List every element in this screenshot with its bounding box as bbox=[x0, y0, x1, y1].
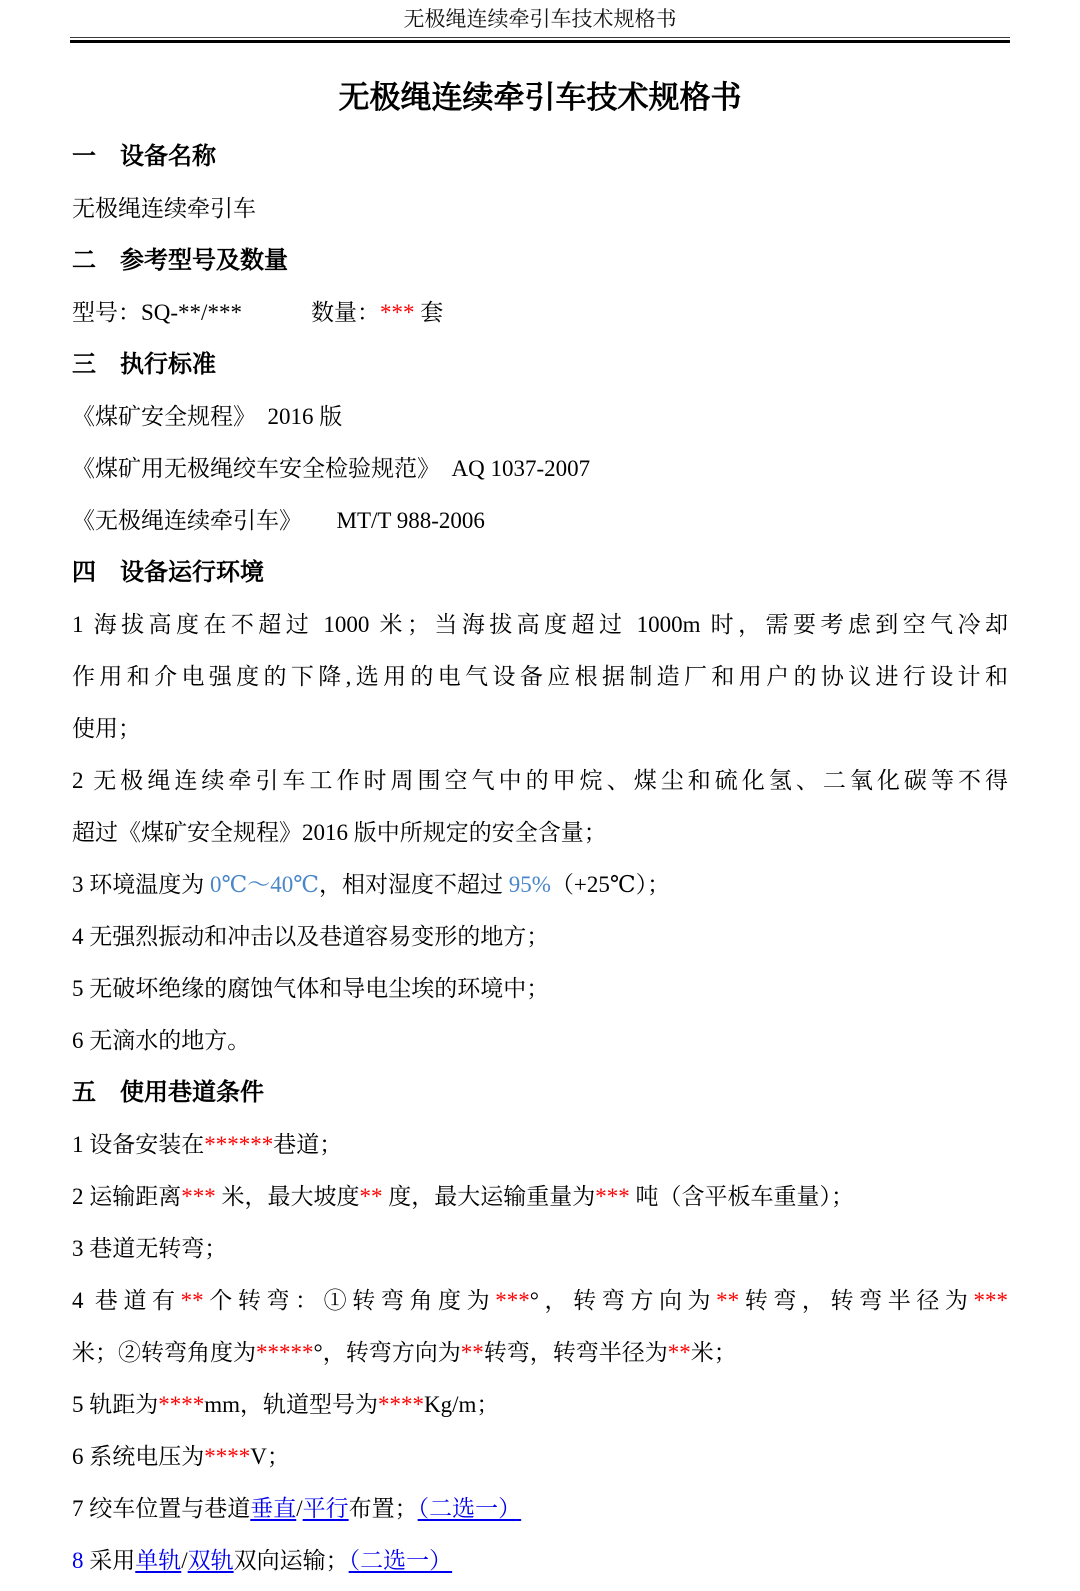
document-sections bbox=[72, 131, 1008, 1587]
text-run: 1 设备安装在 bbox=[72, 1132, 205, 1157]
paragraph-line bbox=[72, 1431, 1008, 1483]
page-header bbox=[0, 0, 1080, 43]
paragraph-line bbox=[72, 1327, 1008, 1379]
paragraph-line bbox=[72, 1119, 1008, 1171]
text-run: 个转弯：①转弯角度为 bbox=[203, 1288, 496, 1313]
paragraph-line bbox=[72, 1379, 1008, 1431]
text-run: 2 无极绳连续牵引车工作时周围空气中的甲烷、煤尘和硫化氢、二氧化碳等不得 bbox=[72, 768, 1008, 793]
text-run: 度，最大运输重量为 bbox=[382, 1184, 596, 1209]
paragraph-line bbox=[72, 1015, 1008, 1067]
text-run: 8 bbox=[72, 1548, 84, 1573]
paragraph-line bbox=[72, 1535, 1008, 1587]
text-run: 《煤矿安全规程》 2016 版 bbox=[72, 404, 343, 429]
text-run: 3 环境温度为 bbox=[72, 872, 210, 897]
text-run: （+25℃）； bbox=[550, 872, 671, 897]
paragraph-line bbox=[72, 1171, 1008, 1223]
text-run: 3 巷道无转弯； bbox=[72, 1236, 228, 1261]
text-run: 5 无破坏绝缘的腐蚀气体和导电尘埃的环境中； bbox=[72, 976, 550, 1001]
paragraph-line bbox=[72, 703, 1008, 755]
text-run: ** bbox=[667, 1340, 691, 1365]
text-run: 《煤矿用无极绳绞车安全检验规范》 AQ 1037-2007 bbox=[72, 456, 591, 481]
text-run: ** bbox=[359, 1184, 383, 1209]
text-run: （二选一） bbox=[348, 1548, 453, 1573]
paragraph-line bbox=[72, 1223, 1008, 1275]
text-run: 米； bbox=[690, 1340, 737, 1365]
text-run: 巷道； bbox=[273, 1132, 343, 1157]
text-run: 6 无滴水的地方。 bbox=[72, 1028, 251, 1053]
paragraph-line bbox=[72, 183, 1008, 235]
text-run: **** bbox=[158, 1392, 205, 1417]
text-run: 米；②转弯角度为 bbox=[72, 1340, 256, 1365]
section-heading: 五 使用巷道条件 bbox=[72, 1079, 264, 1106]
text-run: **** bbox=[378, 1392, 425, 1417]
text-run: *** bbox=[595, 1184, 630, 1209]
text-run: °，转弯方向为 bbox=[313, 1340, 461, 1365]
text-run: 0℃～40℃ bbox=[210, 872, 319, 897]
text-run: 《无极绳连续牵引车》 MT/T 988-2006 bbox=[72, 508, 485, 533]
paragraph-line bbox=[72, 1275, 1008, 1327]
paragraph-line bbox=[72, 963, 1008, 1015]
paragraph-line bbox=[72, 495, 1008, 547]
section bbox=[72, 339, 1008, 547]
text-run: 转弯，转弯半径为 bbox=[483, 1340, 668, 1365]
text-run: 米，最大坡度 bbox=[215, 1184, 360, 1209]
text-run: *** bbox=[181, 1184, 216, 1209]
text-run: ****** bbox=[204, 1132, 274, 1157]
section-heading: 一 设备名称 bbox=[72, 143, 216, 170]
header-rule bbox=[70, 37, 1010, 43]
text-run: 双向运输； bbox=[233, 1548, 349, 1573]
text-run: ** bbox=[180, 1288, 204, 1313]
text-run: 2 运输距离 bbox=[72, 1184, 182, 1209]
text-run: 转弯，转弯半径为 bbox=[739, 1288, 974, 1313]
text-run: ** bbox=[460, 1340, 484, 1365]
header-title: 无极绳连续牵引车技术规格书 bbox=[403, 7, 677, 31]
paragraph-line bbox=[72, 755, 1008, 807]
document-body bbox=[72, 73, 1008, 1587]
text-run: mm，轨道型号为 bbox=[204, 1392, 379, 1417]
document-title: 无极绳连续牵引车技术规格书 bbox=[338, 80, 742, 115]
text-run: 吨（含平板车重量）； bbox=[629, 1184, 854, 1209]
paragraph-line bbox=[72, 599, 1008, 651]
text-run: ，相对湿度不超过 bbox=[318, 872, 509, 897]
text-run: *** bbox=[973, 1288, 1009, 1313]
text-run: ** bbox=[716, 1288, 740, 1313]
text-run: / bbox=[181, 1548, 188, 1573]
text-run: V； bbox=[250, 1444, 290, 1469]
text-run: 6 系统电压为 bbox=[72, 1444, 205, 1469]
paragraph-line bbox=[72, 807, 1008, 859]
text-run: 型号：SQ-**/*** 数量： bbox=[72, 300, 380, 325]
paragraph-line bbox=[72, 287, 1008, 339]
section-heading: 四 设备运行环境 bbox=[72, 559, 264, 586]
section-heading: 二 参考型号及数量 bbox=[72, 247, 288, 274]
section bbox=[72, 1067, 1008, 1587]
section bbox=[72, 547, 1008, 1067]
text-run: ***** bbox=[256, 1340, 314, 1365]
text-run: 布置； bbox=[348, 1496, 418, 1521]
text-run: 7 绞车位置与巷道 bbox=[72, 1496, 251, 1521]
paragraph-line bbox=[72, 1483, 1008, 1535]
text-run: 使用； bbox=[72, 716, 141, 741]
text-run: 4 无强烈振动和冲击以及巷道容易变形的地方； bbox=[72, 924, 550, 949]
text-run: 双轨 bbox=[187, 1548, 234, 1573]
paragraph-line bbox=[72, 911, 1008, 963]
text-run: 平行 bbox=[302, 1496, 349, 1521]
paragraph-line bbox=[72, 859, 1008, 911]
text-run: °，转弯方向为 bbox=[529, 1288, 717, 1313]
section bbox=[72, 131, 1008, 235]
text-run: 采用 bbox=[83, 1548, 136, 1573]
text-run: 无极绳连续牵引车 bbox=[72, 196, 256, 221]
text-run: 4 巷道有 bbox=[72, 1288, 181, 1313]
text-run: *** bbox=[495, 1288, 530, 1313]
text-run: 单轨 bbox=[135, 1548, 182, 1573]
text-run: 5 轨距为 bbox=[72, 1392, 159, 1417]
text-run: *** bbox=[379, 300, 415, 325]
text-run: 超过《煤矿安全规程》2016 版中所规定的安全含量； bbox=[72, 820, 607, 845]
section-heading: 三 执行标准 bbox=[72, 351, 216, 378]
text-run: **** bbox=[204, 1444, 251, 1469]
paragraph-line bbox=[72, 651, 1008, 703]
text-run: 作用和介电强度的下降,选用的电气设备应根据制造厂和用户的协议进行设计和 bbox=[72, 664, 1008, 689]
text-run: 垂直 bbox=[250, 1496, 297, 1521]
text-run: 95% bbox=[508, 872, 551, 897]
paragraph-line bbox=[72, 443, 1008, 495]
section bbox=[72, 235, 1008, 339]
text-run: （二选一） bbox=[417, 1496, 522, 1521]
text-run: 1 海拔高度在不超过 1000 米；当海拔高度超过 1000m 时，需要考虑到空气冷却 bbox=[72, 612, 1008, 637]
text-run: / bbox=[296, 1496, 303, 1521]
paragraph-line bbox=[72, 391, 1008, 443]
text-run: Kg/m； bbox=[424, 1392, 500, 1417]
text-run: 套 bbox=[414, 300, 444, 325]
